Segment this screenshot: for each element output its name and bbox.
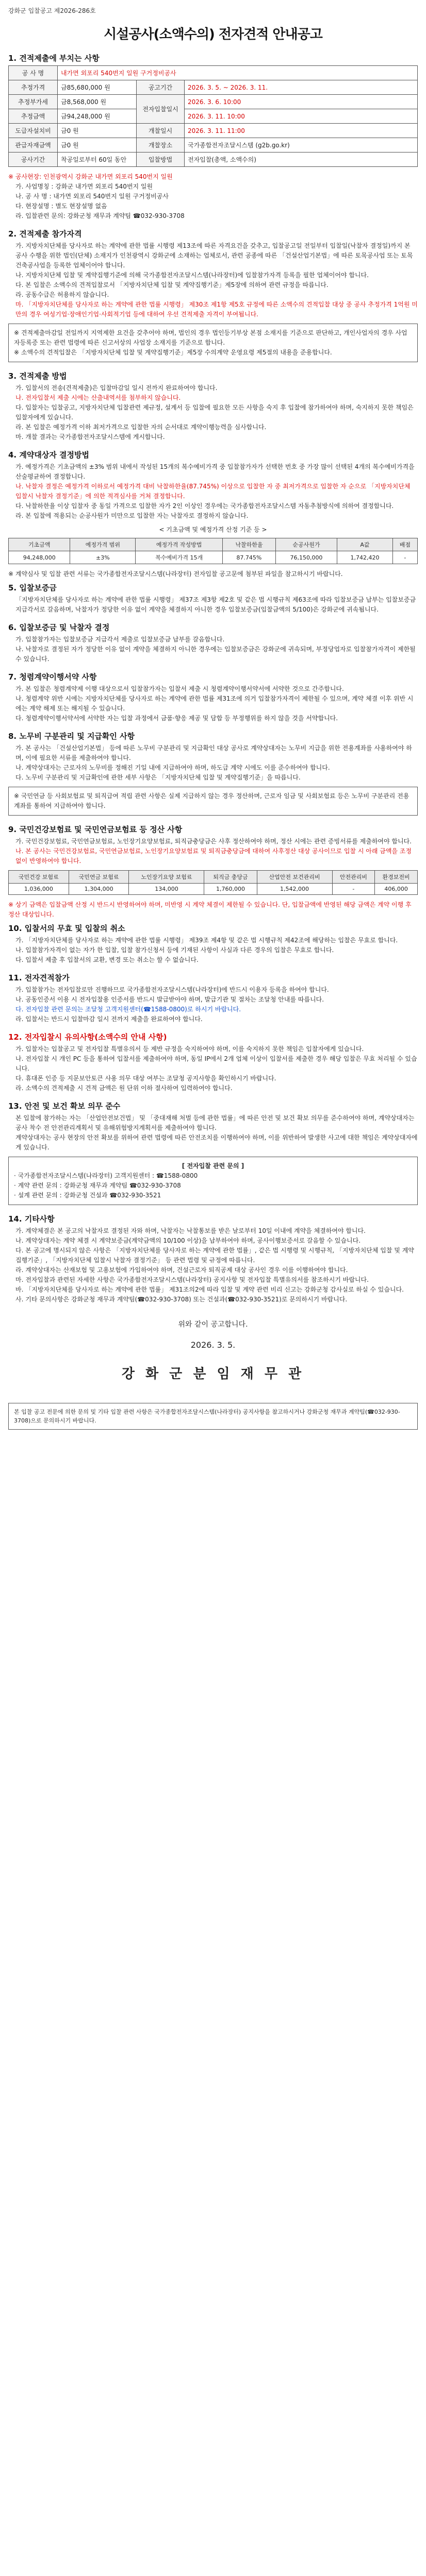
footer-note-box: [8, 1403, 418, 1430]
section-title-11: 11. 전자견적참가: [8, 973, 70, 982]
section-3-item: 라. 본 입찰은 예정가격 이하 최저가격으로 입찰한 자의 순서대로 계약이행능력을 심사합니다.: [15, 423, 267, 431]
price-table-cell: 복수예비가격 15개: [136, 551, 223, 564]
contact-box-title: [ 전자입찰 관련 문의 ]: [182, 1162, 244, 1170]
section-12-body: [8, 1044, 418, 1093]
label-bid-method: 입찰방법: [137, 152, 185, 167]
section-6-item: 나. 낙찰자로 결정된 자가 정당한 이유 없이 계약을 체결하지 아니한 경우에는 입찰보증금은 강화군에 귀속되며, 부정당업자로 입찰참가자격이 제한될 수 있습니다.: [15, 646, 416, 663]
section-title-3: 3. 견적제출 방법: [8, 371, 67, 381]
section-7-body: [8, 684, 418, 723]
section-12-item: 다. 휴대폰 인증 등 지문보안토큰 사용 의무 대상 여부는 조달청 공지사항을 확인하시기 바랍니다.: [15, 1075, 276, 1082]
contact-line: · 설계 관련 문의 : 강화군청 건설과 ☎032-930-3521: [14, 1192, 161, 1199]
price-table-header: A값: [337, 538, 393, 551]
value-installation-cost: 금0 원: [58, 124, 137, 138]
section-7-item: 다. 청렴계약이행서약서에 서약한 자는 입찰 과정에서 금품·향응 제공 및 담합 등 부정행위를 하지 않을 것을 서약합니다.: [15, 715, 338, 722]
section-14-item: 라. 계약상대자는 산재보험 및 고용보험에 가입하여야 하며, 건설근로자 퇴직공제 대상 공사인 경우 이를 이행하여야 합니다.: [15, 1266, 348, 1274]
insurance-table-cell: 1,304,000: [69, 884, 129, 895]
label-construction-period: 공사기간: [9, 152, 58, 167]
section-2-item: 다. 본 입찰은 소액수의 견적입찰로서 「지방자치단체 입찰 및 계약집행기준」제5장에 의하여 관련 규정을 따릅니다.: [15, 281, 329, 289]
section-3-item: 마. 개찰 결과는 국가종합전자조달시스템에 게시합니다.: [15, 433, 165, 440]
value-bid-start: 2026. 3. 6. 10:00: [185, 95, 418, 109]
table-row: [9, 551, 418, 564]
section-11-item: 나. 공동인증서 이용 시 전자입찰용 인증서를 반드시 발급받아야 하며, 발급기관 및 절차는 조달청 안내를 따릅니다.: [15, 996, 324, 1003]
contact-box: [8, 1157, 418, 1205]
insurance-table-cell: 406,000: [375, 884, 418, 895]
label-material-cost: 관급자재금액: [9, 138, 58, 152]
section-14-body: [8, 1226, 418, 1304]
price-table-caption: < 기초금액 및 예정가격 산정 기준 등 >: [159, 526, 267, 533]
section-4-item: 가. 예정가격은 기초금액의 ±3% 범위 내에서 작성된 15개의 복수예비가격 중 입찰참가자가 선택한 번호 중 가장 많이 선택된 4개의 복수예비가격을 산술평균하여 결정합니다.: [15, 463, 415, 480]
section-7-item: 가. 본 입찰은 청렴계약제 이행 대상으로서 입찰참가자는 입찰서 제출 시 청렴계약이행서약서에 서약한 것으로 간주합니다.: [15, 685, 344, 692]
label-project-name: 공 사 명: [9, 66, 58, 80]
section-4-item: 다. 낙찰하한율 이상 입찰자 중 동일 가격으로 입찰한 자가 2인 이상인 경우에는 국가종합전자조달시스템 자동추첨방식에 의하여 결정합니다.: [15, 502, 394, 510]
section-14-item: 마. 전자입찰과 관련된 자세한 사항은 국가종합전자조달시스템(나라장터) 공지사항 및 전자입찰 특별유의서를 참조하시기 바랍니다.: [15, 1276, 369, 1283]
section-8-body: [8, 743, 418, 783]
section-13-body: [8, 1113, 418, 1153]
section-2-note: ※ 견적제출마감일 전일까지 지역제한 요건을 갖추어야 하며, 법인의 경우 법인등기부상 본점 소재지를 기준으로 판단하고, 개인사업자의 경우 사업자등록증 또는 관련 법령에 따른 신고서상의 사업장 소재지를 기준으로 합니다.: [14, 329, 407, 346]
section-2-note: ※ 소액수의 견적입찰은 「지방자치단체 입찰 및 계약집행기준」제5장 수의계약 운영요령 제5절의 내용을 준용합니다.: [14, 349, 332, 356]
price-table-header: 예정가격 작성방법: [136, 538, 223, 551]
section-2-item: 나. 지방자치단체 입찰 및 계약집행기준에 의해 국가종합전자조달시스템(나라장터)에 입찰참가자격 등록을 필한 업체이어야 합니다.: [15, 272, 369, 279]
section-3-body: [8, 383, 418, 442]
section-9-item: 가. 국민건강보험료, 국민연금보험료, 노인장기요양보험료, 퇴직금충당금은 사후 정산하여야 하며, 정산 시에는 관련 증빙서류를 제출하여야 합니다.: [15, 838, 412, 845]
section-9-item: 나. 본 공사는 국민건강보험료, 국민연금보험료, 노인장기요양보험료 및 퇴직금충당금에 대하여 사후정산 대상 공사이므로 입찰 시 아래 금액을 조정 없이 반영하여야 합니다.: [15, 848, 412, 865]
value-material-cost: 금0 원: [58, 138, 137, 152]
section-4-item: 나. 낙찰자 결정은 예정가격 이하로서 예정가격 대비 낙찰하한율(87.745%) 이상으로 입찰한 자 중 최저가격으로 입찰한 자 순으로 「지방자치단체 입찰시 낙찰자 결정기준」에 의한 적격심사를 거쳐 결정합니다.: [15, 483, 411, 500]
price-table-cell: 87.745%: [223, 551, 276, 564]
insurance-table-header: 안전관리비: [332, 871, 375, 884]
value-notice-period: 2026. 3. 5. ~ 2026. 3. 11.: [185, 80, 418, 95]
price-table-cell: ±3%: [70, 551, 136, 564]
section-5-item: 「지방자치단체를 당사자로 하는 계약에 관한 법률 시행령」 제37조 제3항 제2호 및 같은 법 시행규칙 제63조에 따라 입찰보증금 납부는 입찰보증금 지급각서로 갈음하며, 낙찰자가 정당한 이유 없이 계약을 체결하지 아니한 경우 입찰보증금(입찰금액의 5/100)은 강화군에 귀속됩니다.: [15, 596, 416, 613]
value-opening-datetime: 2026. 3. 11. 11:00: [185, 124, 418, 138]
section-4-after-note: ※ 계약심사 및 입찰 관련 서류는 국가종합전자조달시스템(나라장터) 전자입찰 공고문에 첨부된 파일을 참고하시기 바랍니다.: [8, 570, 343, 578]
price-table-header: 낙찰하한율: [223, 538, 276, 551]
notice-title: 시설공사(소액수의) 전자견적 안내공고: [104, 27, 322, 42]
value-bid-method: 전자입찰(총액, 소액수의): [185, 152, 418, 167]
value-bid-end: 2026. 3. 11. 10:00: [185, 109, 418, 124]
section-12-item: 가. 입찰자는 입찰공고 및 전자입찰 특별유의서 등 제반 규정을 숙지하여야 하며, 이를 숙지하지 못한 책임은 입찰자에게 있습니다.: [15, 1045, 364, 1053]
section-13-item: 계약상대자는 공사 현장의 안전 확보를 위하여 관련 법령에 따른 안전조치를 이행하여야 하며, 이를 위반하여 발생한 사고에 대한 책임은 계약상대자에게 있습니다.: [15, 1134, 418, 1151]
insurance-table-cell: 1,036,000: [9, 884, 69, 895]
section-8-item: 나. 계약상대자는 근로자의 노무비를 정해진 기일 내에 지급하여야 하며, 하도급 계약 시에도 이를 준수하여야 합니다.: [15, 764, 330, 771]
section-11-item: 라. 입찰서는 반드시 입찰마감 일시 전까지 제출을 완료하여야 합니다.: [15, 1015, 203, 1023]
insurance-table-header: 환경보전비: [375, 871, 418, 884]
section-title-5: 5. 입찰보증금: [8, 583, 57, 592]
insurance-table-header: 노인장기요양 보험료: [129, 871, 204, 884]
section-3-item: 가. 입찰서의 전송(견적제출)은 입찰마감일 일시 전까지 완료하여야 합니다.: [15, 384, 218, 392]
table-row: [9, 884, 418, 895]
section-1-item: 다. 현장설명 : 별도 현장설명 없음: [15, 202, 107, 210]
label-opening-place: 개찰장소: [137, 138, 185, 152]
label-notice-period: 공고기간: [137, 80, 185, 95]
label-estimated-amount: 추정금액: [9, 109, 58, 124]
value-estimated-price: 금85,680,000 원: [58, 80, 137, 95]
insurance-table-header: 국민연금 보험료: [69, 871, 129, 884]
section-title-12: 12. 전자입찰시 유의사항(소액수의 안내 사항): [8, 1032, 167, 1042]
insurance-table-cell: 1,760,000: [204, 884, 257, 895]
insurance-table-header: 국민건강 보험료: [9, 871, 69, 884]
site-location: ※ 공사현장: 인천광역시 강화군 내가면 외포리 540번지 일원: [8, 173, 173, 180]
section-10-item: 다. 입찰서 제출 후 입찰서의 교환, 변경 또는 취소는 할 수 없습니다.: [15, 956, 199, 963]
section-6-item: 가. 입찰참가자는 입찰보증금 지급각서 제출로 입찰보증금 납부를 갈음합니다.: [15, 636, 225, 643]
price-table: [8, 538, 418, 564]
section-title-14: 14. 기타사항: [8, 1214, 55, 1224]
section-2-item: 가. 지방자치단체를 당사자로 하는 계약에 관한 법률 시행령 제13조에 따른 자격요건을 갖추고, 입찰공고일 전일부터 입찰일(낙찰자 결정일)까지 본 공사 수행을 위한 법인(단체) 소재지가 인천광역시 강화군에 소재하는 업체로서, 관련 공종에 따른 「건설산업기본법」에 따른 토목공사업 또는 토목건축공사업을 등록한 업체이어야 합니다.: [15, 242, 413, 269]
section-title-9: 9. 국민건강보험료 및 국민연금보험료 등 정산 사항: [8, 825, 183, 834]
insurance-table-header: 산업안전 보건관리비: [257, 871, 332, 884]
value-construction-period: 착공일로부터 60일 동안: [58, 152, 137, 167]
section-title-7: 7. 청렴계약이행서약 사항: [8, 672, 97, 682]
section-14-item: 사. 기타 문의사항은 강화군청 재무과 계약팀(☎032-930-3708) 또는 건설과(☎032-930-3521)로 문의하시기 바랍니다.: [15, 1296, 348, 1303]
notice-document: [8, 6, 418, 1430]
price-table-cell: 1,742,420: [337, 551, 393, 564]
section-8-note: ※ 국민연금 등 사회보험료 및 퇴직급여 적립 관련 사항은 실제 지급하지 않는 경우 정산하며, 근로자 임금 및 사회보험료 등은 노무비 구분관리 전용계좌를 통하여 지급하여야 합니다.: [14, 792, 409, 809]
price-table-header: 배점: [392, 538, 417, 551]
section-5-body: [8, 595, 418, 615]
section-14-item: 나. 계약상대자는 계약 체결 시 계약보증금(계약금액의 10/100 이상)을 납부하여야 하며, 공사이행보증서로 갈음할 수 있습니다.: [15, 1237, 361, 1244]
section-11-item: 다. 전자입찰 관련 문의는 조달청 고객지원센터(☎1588-0800)로 하시기 바랍니다.: [15, 1006, 241, 1013]
label-vat: 추정부가세: [9, 95, 58, 109]
insurance-table-cell: -: [332, 884, 375, 895]
label-bid-datetime: 전자입찰일시: [137, 95, 185, 124]
notice-number: 강화군 입찰공고 제2026-286호: [8, 7, 96, 14]
section-11-item: 가. 입찰참가는 전자입찰로만 진행하므로 국가종합전자조달시스템(나라장터)에 반드시 이용자 등록을 하여야 합니다.: [15, 986, 329, 993]
price-table-cell: 94,248,000: [9, 551, 70, 564]
section-4-item: 라. 본 입찰에 적용되는 순공사원가 미만으로 입찰한 자는 낙찰자로 결정하지 않습니다.: [15, 512, 249, 519]
section-14-item: 다. 본 공고에 명시되지 않은 사항은 「지방자치단체를 당사자로 하는 계약에 관한 법률」, 같은 법 시행령 및 시행규칙, 「지방자치단체 입찰 및 계약집행기준」, 「지방자치단체 입찰시 낙찰자 결정기준」 등 관련 법령 및 규정에 따릅니다.: [15, 1247, 414, 1264]
section-title-4: 4. 계약대상자 결정방법: [8, 450, 89, 460]
section-10-item: 가. 「지방자치단체를 당사자로 하는 계약에 관한 법률 시행령」 제39조 제4항 및 같은 법 시행규칙 제42조에 해당하는 입찰은 무효로 합니다.: [15, 937, 398, 944]
section-title-1: 1. 견적제출에 부치는 사항: [8, 54, 100, 63]
notice-date: 2026. 3. 5.: [190, 1340, 236, 1350]
value-opening-place: 국가종합전자조달시스템 (g2b.go.kr): [185, 138, 418, 152]
contact-line: · 계약 관련 문의 : 강화군청 재무과 계약팀 ☎032-930-3708: [14, 1182, 181, 1189]
section-9-after-note: ※ 상기 금액은 입찰금액 산정 시 반드시 반영하여야 하며, 미반영 시 계약 체결이 제한될 수 있습니다. 단, 입찰금액에 반영된 해당 금액은 계약 이행 후 정산 대상입니다.: [8, 901, 412, 918]
issuing-authority: 강 화 군 분 임 재 무 관: [121, 1366, 305, 1382]
section-title-2: 2. 견적제출 참가자격: [8, 229, 82, 239]
price-table-header: 예정가격 범위: [70, 538, 136, 551]
section-6-body: [8, 635, 418, 664]
section-12-item: 라. 소액수의 견적제출 시 견적 금액은 원 단위 이하 절사하여 입력하여야 합니다.: [15, 1084, 233, 1092]
section-title-8: 8. 노무비 구분관리 및 지급확인 사항: [8, 732, 135, 741]
insurance-table-cell: 1,542,000: [257, 884, 332, 895]
section-1-notes: [8, 172, 418, 221]
section-1-item: 라. 입찰관련 문의: 강화군청 재무과 계약팀 ☎032-930-3708: [15, 212, 185, 219]
section-1-item: 가. 사업명칭 : 강화군 내가면 외포리 540번지 일원: [15, 183, 153, 190]
section-4-body: [8, 462, 418, 521]
label-opening-datetime: 개찰일시: [137, 124, 185, 138]
value-vat: 금8,568,000 원: [58, 95, 137, 109]
price-table-cell: -: [392, 551, 417, 564]
section-title-6: 6. 입찰보증금 및 낙찰자 결정: [8, 623, 110, 632]
section-10-body: [8, 936, 418, 965]
section-9-body: [8, 837, 418, 866]
section-14-item: 바. 「지방자치단체를 당사자로 하는 계약에 관한 법률」 제31조의2에 따라 입찰 및 계약 관련 비리 신고는 강화군청 감사실로 하실 수 있습니다.: [15, 1286, 404, 1293]
section-3-item: 나. 전자입찰서 제출 시에는 산출내역서를 첨부하지 않습니다.: [15, 394, 181, 401]
section-8-item: 다. 노무비 구분관리 및 지급확인에 관한 세부 사항은 「지방자치단체 입찰 및 계약집행기준」을 따릅니다.: [15, 774, 301, 781]
section-8-note-box: [8, 787, 418, 816]
contact-line: · 국가종합전자조달시스템(나라장터) 고객지원센터 : ☎1588-0800: [14, 1172, 198, 1179]
price-table-header: 순공사원가: [275, 538, 337, 551]
label-installation-cost: 도급자설치비: [9, 124, 58, 138]
section-title-13: 13. 안전 및 보건 확보 의무 준수: [8, 1101, 121, 1111]
section-3-item: 다. 입찰자는 입찰공고, 지방자치단체 입찰관련 제규정, 설계서 등 입찰에 필요한 모든 사항을 숙지 후 입찰에 참가하여야 하며, 숙지하지 못한 책임은 입찰자에게 있습니다.: [15, 404, 414, 421]
value-estimated-amount: 금94,248,000 원: [58, 109, 137, 124]
section-13-item: 본 입찰에 참가하는 자는 「산업안전보건법」 및 「중대재해 처벌 등에 관한 법률」에 따른 안전 및 보건 확보 의무를 준수하여야 하며, 계약상대자는 공사 착수 전 안전관리계획서 및 유해위험방지계획서를 제출하여야 합니다.: [15, 1114, 415, 1131]
section-2-body: [8, 241, 418, 319]
closing-statement: 위와 같이 공고합니다.: [178, 1320, 248, 1329]
summary-table: [8, 65, 418, 167]
price-table-cell: 76,150,000: [275, 551, 337, 564]
insurance-table: [8, 870, 418, 895]
section-8-item: 가. 본 공사는 「건설산업기본법」 등에 따른 노무비 구분관리 및 지급확인 대상 공사로 계약상대자는 노무비 지급을 위한 전용계좌를 사용하여야 하며, 이에 필요한 서류를 제출하여야 합니다.: [15, 744, 412, 761]
section-11-body: [8, 985, 418, 1024]
price-table-header: 기초금액: [9, 538, 70, 551]
insurance-table-cell: 134,000: [129, 884, 204, 895]
insurance-table-header: 퇴직금 충당금: [204, 871, 257, 884]
section-2-item: 라. 공동수급은 허용하지 않습니다.: [15, 291, 109, 298]
section-10-item: 나. 입찰참가자격이 없는 자가 한 입찰, 입찰 참가신청서 등에 기재된 사항이 사실과 다른 경우의 입찰은 무효로 합니다.: [15, 946, 334, 954]
section-title-10: 10. 입찰서의 무효 및 입찰의 취소: [8, 924, 125, 933]
section-2-note-box: [8, 324, 418, 362]
value-project-name: 내가면 외포리 540번지 일원 구거정비공사: [58, 66, 418, 80]
footer-note: 본 입찰 공고 전문에 의한 문의 및 기타 입찰 관련 사항은 국가종합전자조달시스템(나라장터) 공지사항을 참고하시거나 강화군청 재무과 계약팀(☎032-930-3708)으로 문의하시기 바랍니다.: [14, 1409, 400, 1424]
section-12-item: 나. 전자입찰 시 개인 PC 등을 통하여 입찰서를 제출하여야 하며, 동일 IP에서 2개 업체 이상이 입찰서를 제출한 경우 해당 입찰은 무효 처리될 수 있습니다.: [15, 1055, 417, 1072]
section-1-item: 나. 공 사 명 : 내가면 외포리 540번지 일원 구거정비공사: [15, 193, 169, 200]
section-14-item: 가. 계약체결은 본 공고의 낙찰자로 결정된 자와 하며, 낙찰자는 낙찰통보를 받은 날로부터 10일 이내에 계약을 체결하여야 합니다.: [15, 1227, 366, 1234]
section-2-item: 마. 「지방자치단체를 당사자로 하는 계약에 관한 법률 시행령」 제30조 제1항 제5호 규정에 따른 소액수의 견적입찰 대상 중 공사 추정가격 1억원 미만의 경우 여성기업·장애인기업·사회적기업 등에 대하여 우선 견적제출 자격이 부여됩니다.: [15, 301, 418, 318]
section-7-item: 나. 청렴계약 위반 시에는 지방자치단체를 당사자로 하는 계약에 관한 법률 제31조에 의거 입찰참가자격이 제한될 수 있으며, 계약 체결 이후 위반 시에는 계약 해제 또는 해지될 수 있습니다.: [15, 695, 414, 712]
label-estimated-price: 추정가격: [9, 80, 58, 95]
